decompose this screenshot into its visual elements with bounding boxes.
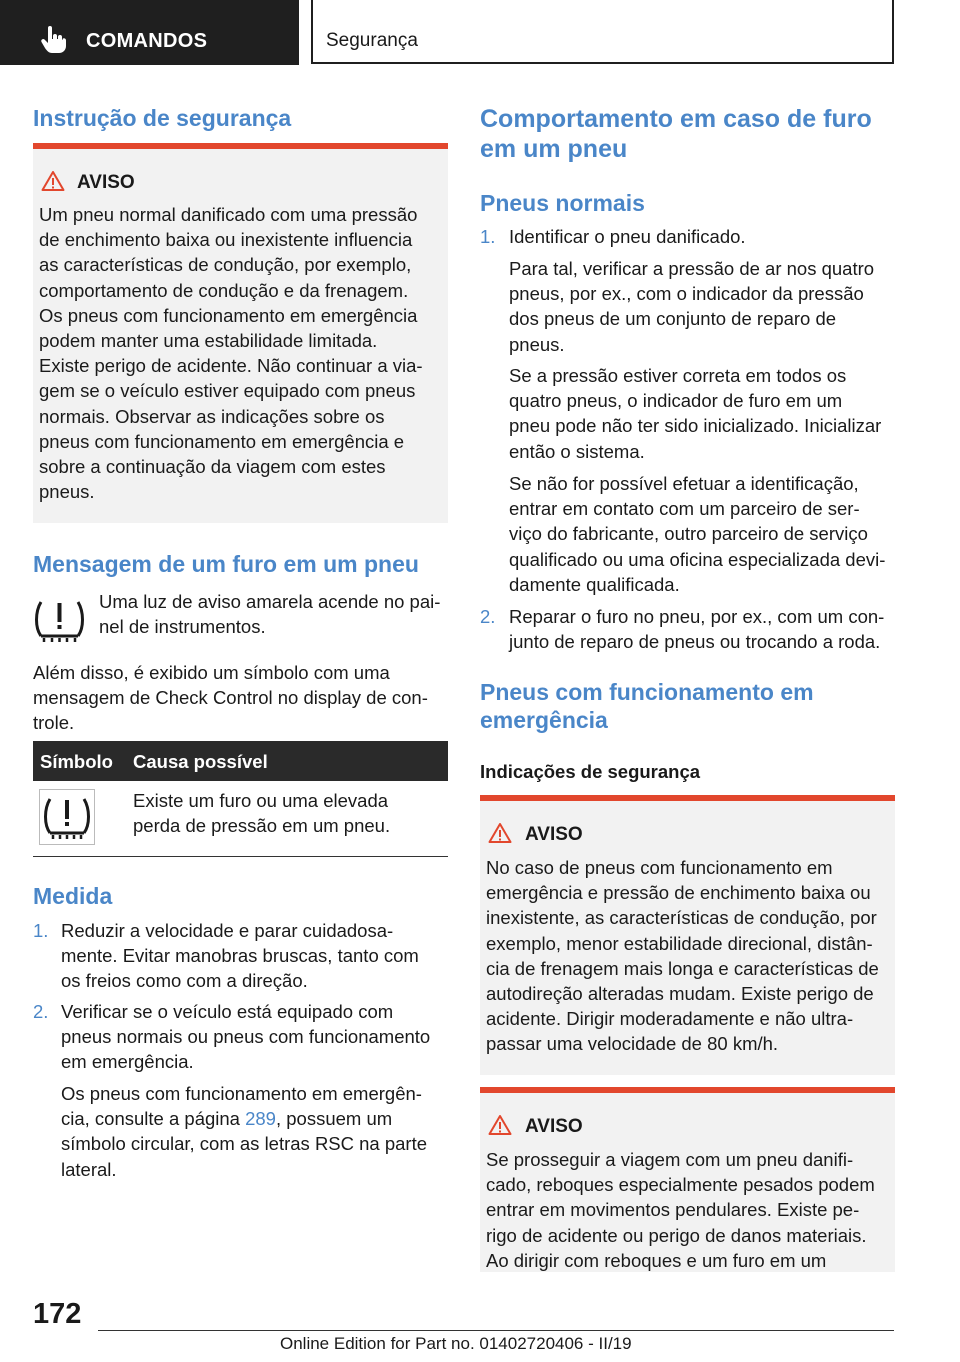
table-col-symbol: Símbolo xyxy=(40,751,113,772)
warning-triangle-icon xyxy=(488,1114,512,1136)
step-number: 1. xyxy=(33,920,49,941)
warning-label: AVISO xyxy=(77,172,135,193)
text-line: entrar em contato com um parceiro de ser- xyxy=(509,498,860,520)
normal-para-1 xyxy=(509,256,874,357)
check-control-text xyxy=(33,660,428,736)
text-line: Verificar se o veículo está equipado com xyxy=(61,1001,394,1022)
text-line: passar uma velocidade de 80 km/h. xyxy=(486,1033,779,1055)
text-line: pneus com funcionamento em emergência e xyxy=(39,430,405,452)
text-line: Pneus com funcionamento em xyxy=(480,679,814,705)
text-line: então o sistema. xyxy=(509,440,645,462)
measure-note: Os pneus com funcionamento em emergên- cia, consulte a página 289, possuem um símbolo circular, com as letras RSC na parte lateral. xyxy=(61,1083,428,1180)
text-line: qualificado ou uma oficina especializada devi- xyxy=(509,548,886,570)
text-line: Existe um furo ou uma elevada xyxy=(133,790,389,811)
text-line: sobre a continuação da viagem com estes xyxy=(39,456,386,478)
text-line: normais. Observar as indicações sobre os xyxy=(39,405,385,427)
text-line: de enchimento baixa ou inexistente influencia xyxy=(39,229,413,251)
text-line: Reduzir a velocidade e parar cuidadosa- xyxy=(61,920,394,941)
text-line: No caso de pneus com funcionamento em xyxy=(486,857,833,878)
warning-triangle-icon xyxy=(488,822,512,844)
normal-para-3 xyxy=(509,471,885,597)
footer-edition: Online Edition for Part no. 01402720406 - II/19 xyxy=(280,1334,632,1353)
text-line: pneus normais ou pneus com funcionamento xyxy=(61,1026,431,1048)
table-cause-text xyxy=(133,788,390,838)
text-line: quatro pneus, o indicador de furo em um xyxy=(509,390,843,412)
text-line: Reparar o furo no pneu, por ex., com um con- xyxy=(509,606,885,627)
text-line: autodireção alteradas mudam. Existe perigo de xyxy=(486,983,874,1005)
text-line: pneus, por ex., com o indicador da pressão xyxy=(509,283,864,305)
warning-box-1 xyxy=(33,143,448,523)
safety-subtitle: Indicações de segurança xyxy=(480,761,701,782)
text-line: junto de reparo de pneus ou trocando a roda. xyxy=(509,631,881,653)
text-line: exemplo, menor estabilidade direcional, distân- xyxy=(486,932,873,954)
step-text xyxy=(61,918,419,994)
text-line: Se não for possível efetuar a identificação, xyxy=(509,473,859,494)
text-line: acidente. Dirigir moderadamente e não ultra- xyxy=(486,1008,854,1030)
text-line: Comportamento em caso de furo xyxy=(480,105,872,133)
text-line: dos pneus de um conjunto de reparo de xyxy=(509,308,837,330)
page-link[interactable]: 289 xyxy=(245,1108,276,1130)
text-line: emergência e pressão de enchimento baixa ou xyxy=(486,882,871,904)
chapter-tab-label: COMANDOS xyxy=(86,30,208,52)
text-line: Uma luz de aviso amarela acende no pai- xyxy=(99,591,441,612)
step-number: 2. xyxy=(480,606,496,627)
normal-tires-title: Pneus normais xyxy=(480,190,645,216)
step-text xyxy=(61,999,430,1075)
step-text xyxy=(509,604,884,654)
text-line: comportamento de condução e da frenagem. xyxy=(39,279,409,301)
text-line: Existe perigo de acidente. Não continuar a via- xyxy=(39,355,423,377)
table-header xyxy=(33,741,448,781)
warning-text xyxy=(39,202,423,504)
warning-bar xyxy=(480,795,895,801)
text-line: as características de condução, por exemplo, xyxy=(39,254,412,276)
text-line: rigo de acidente ou perigo de danos materiais. xyxy=(486,1224,867,1246)
message-title: Mensagem de um furo em um pneu xyxy=(33,551,419,577)
table-col-cause: Causa possível xyxy=(133,751,268,772)
warning-bar xyxy=(480,1087,895,1093)
text-line: em emergência. xyxy=(61,1051,194,1073)
text-line: pneus. xyxy=(509,333,565,355)
footer-divider xyxy=(98,1330,894,1331)
text-line: Os pneus com funcionamento em emergência xyxy=(39,304,418,326)
text-line: emergência xyxy=(480,707,608,733)
chapter-tab xyxy=(0,0,299,65)
text-line: Se a pressão estiver correta em todos os xyxy=(509,365,847,386)
text-line: Ao dirigir com reboques e um furo em um xyxy=(486,1249,827,1271)
text-line: em um pneu xyxy=(480,135,628,163)
text-line: viço do fabricante, outro parceiro de serviço xyxy=(509,523,868,545)
table-row xyxy=(33,781,448,857)
warning-text xyxy=(486,855,879,1057)
text-line: Além disso, é exibido um símbolo com uma xyxy=(33,662,390,683)
text-line: pneu pode não ter sido inicializado. Inicializar xyxy=(509,415,882,437)
step-number: 2. xyxy=(33,1001,49,1022)
text-line: cia de frenagem mais longa e características de xyxy=(486,957,879,979)
pointing-hand-icon xyxy=(40,26,66,54)
text-line: pneus. xyxy=(39,481,95,503)
text-line: os freios como com a direção. xyxy=(61,970,308,992)
step-text: Identificar o pneu danificado. xyxy=(509,226,746,247)
warning-label: AVISO xyxy=(525,824,583,845)
tire-pressure-warning-icon xyxy=(39,789,95,845)
tire-pressure-warning-icon xyxy=(33,592,86,648)
normal-para-2 xyxy=(509,363,881,464)
text-line: mente. Evitar manobras bruscas, tanto com xyxy=(61,945,419,967)
runflat-title xyxy=(480,678,814,734)
section-title: Segurança xyxy=(326,30,418,51)
text-line: mensagem de Check Control no display de con- xyxy=(33,687,428,709)
warning-box-3 xyxy=(480,1087,895,1272)
text-line: nel de instrumentos. xyxy=(99,616,266,638)
text-line: cado, reboques especialmente pesados podem xyxy=(486,1174,875,1196)
warning-box-2 xyxy=(480,795,895,1075)
text-line: damente qualificada. xyxy=(509,573,680,595)
text-line: Se prosseguir a viagem com um pneu danifi- xyxy=(486,1149,854,1170)
text-line: Para tal, verificar a pressão de ar nos quatro xyxy=(509,258,875,279)
message-text xyxy=(99,589,440,639)
text-line: podem manter uma estabilidade limitada. xyxy=(39,330,378,352)
text-line: entrar em movimentos pendulares. Existe pe- xyxy=(486,1199,860,1221)
warning-label: AVISO xyxy=(525,1116,583,1137)
page-number: 172 xyxy=(33,1298,82,1330)
text-line: trole. xyxy=(33,712,75,734)
text-line: inexistente, as características de condução, por xyxy=(486,907,877,929)
text-line: Um pneu normal danificado com uma pressão xyxy=(39,204,418,225)
behavior-title xyxy=(480,104,872,164)
safety-title: Instrução de segurança xyxy=(33,105,292,131)
section-header xyxy=(311,0,894,64)
text-line: perda de pressão em um pneu. xyxy=(133,815,391,837)
step-number: 1. xyxy=(480,226,496,247)
warning-text xyxy=(486,1147,875,1273)
measure-title: Medida xyxy=(33,883,113,909)
warning-bar xyxy=(33,143,448,149)
text-line: gem se o veículo estiver equipado com pneus xyxy=(39,380,416,402)
warning-triangle-icon xyxy=(41,170,65,192)
